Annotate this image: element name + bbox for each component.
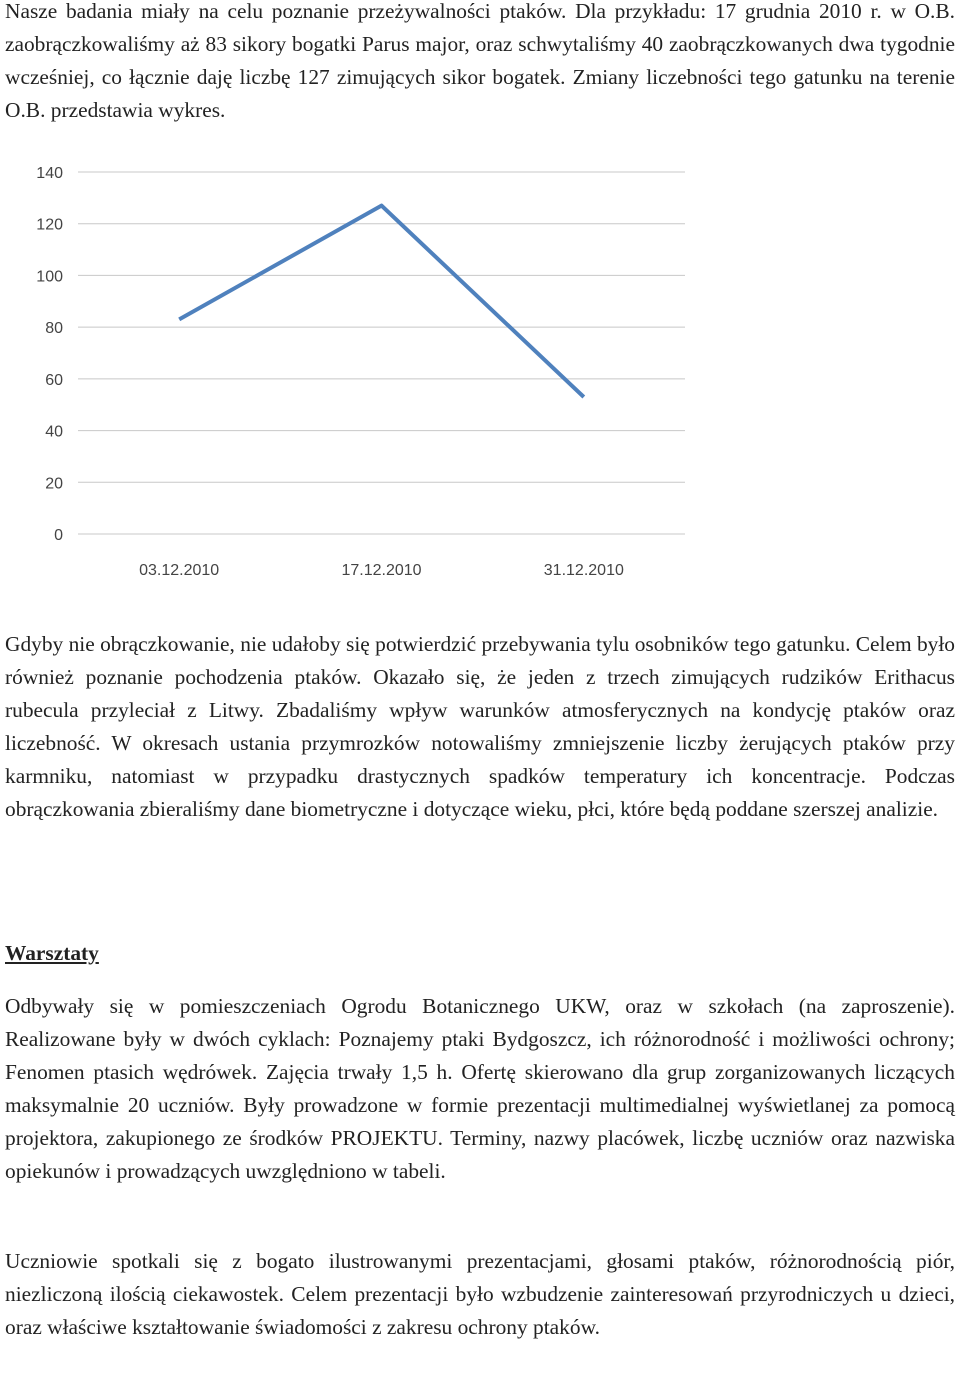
population-line-chart [5,150,705,590]
y-tick-label: 60 [45,371,63,389]
y-tick-label: 140 [36,165,63,182]
x-tick-label: 31.12.2010 [543,562,624,579]
y-tick-label: 80 [45,320,63,338]
y-tick-label: 100 [36,268,63,286]
series-line [179,206,584,397]
paragraph-ringing-results: Gdyby nie obrączkowanie, nie udałoby się potwierdzić przebywania tylu osobników tego gatunku. Celem było również poznanie pochodzenia ptaków. Okazało się, że jeden z trzech zimujących rudzików Erithacus rubecula przyleciał z Litwy. Zbadaliśmy wpływ warunków atmosferycznych na kondycję ptaków oraz liczebność. W okresach ustania przymrozków notowaliśmy zmniejszenie liczby żerujących ptaków przy karmniku, natomiast w przypadku drastycznych spadków temperatury ich koncentracje. Podczas obrączkowania zbieraliśmy dane biometryczne i dotyczące wieku, płci, które będą poddane szerszej analizie. [5,632,955,821]
y-tick-label: 0 [54,527,63,544]
chart-x-tick-labels [139,562,624,579]
section-heading-workshops: Warsztaty [5,941,99,965]
paragraph-workshops-description: Odbywały się w pomieszczeniach Ogrodu Botanicznego UKW, oraz w szkołach (na zaproszenie). Realizowane były w dwóch cyklach: Poznajemy ptaki Bydgoszcz, ich różnorodność i możliwości ochrony; Fenomen ptasich wędrówek. Zajęcia trwały 1,5 h. Ofertę skierowano dla grup zorganizowanych liczących maksymalnie 20 uczniów. Były prowadzone w formie prezentacji multimedialnej wyświetlanej za pomocą projektora, zakupionego ze środków PROJEKTU. Terminy, nazwy placówek, liczbę uczniów oraz nazwiska opiekunów i prowadzących uwzględniono w tabeli. [5,994,955,1183]
y-tick-label: 120 [36,216,63,234]
y-tick-label: 40 [45,423,63,441]
chart-series [179,206,584,398]
chart-gridlines [78,172,685,534]
chart-y-tick-labels [36,165,63,544]
paragraph-workshops-goals: Uczniowie spotkali się z bogato ilustrowanymi prezentacjami, głosami ptaków, różnorodnością piór, niezliczoną ilością ciekawostek. Celem prezentacji było wzbudzenie zainteresowań przyrodniczych u dzieci, oraz właściwe kształtowanie świadomości z zakresu ochrony ptaków. [5,1249,955,1339]
paragraph-survival-study: Nasze badania miały na celu poznanie przeżywalności ptaków. Dla przykładu: 17 grudnia 2010 r. w O.B. zaobrączkowaliśmy aż 83 sikory bogatki Parus major, oraz schwytaliśmy 40 zaobrączkowanych dwa tygodnie wcześniej, co łącznie daję liczbę 127 zimujących sikor bogatek. Zmiany liczebności tego gatunku na terenie O.B. przedstawia wykres. [5,0,955,122]
x-tick-label: 17.12.2010 [341,562,422,579]
y-tick-label: 20 [45,475,63,493]
x-tick-label: 03.12.2010 [139,562,220,579]
